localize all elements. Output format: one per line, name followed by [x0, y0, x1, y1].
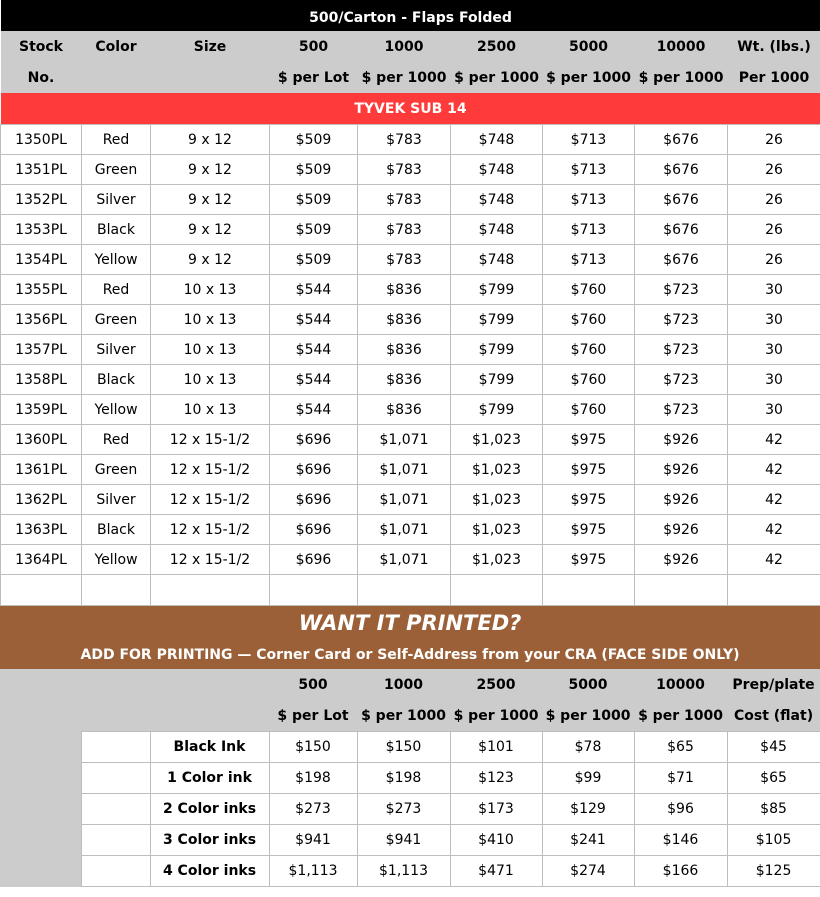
column-header-price-1000: 1000 [358, 31, 451, 62]
printing-cell-prep-plate: $65 [727, 763, 820, 794]
column-header-price-500: $ per Lot [270, 62, 358, 93]
cell-price-5000: $975 [543, 545, 635, 575]
cell-stock-no: 1364PL [1, 545, 82, 575]
cell-color: Yellow [82, 245, 151, 275]
column-header-color [82, 62, 151, 93]
printing-header-price-500: 500 [269, 669, 357, 700]
table-row [1, 185, 820, 215]
cell-stock-no: 1350PL [1, 125, 82, 155]
printing-header-prep-plate: Prep/plate [727, 669, 820, 700]
gray-margin [0, 856, 81, 887]
ink-option-label: 1 Color ink [150, 763, 269, 794]
header-spacer [150, 669, 269, 700]
printing-cell-price-5000: $241 [542, 825, 634, 856]
section-row [1, 93, 820, 125]
blank-cell [543, 575, 635, 606]
printing-cell-price-500: $941 [269, 825, 357, 856]
table-row [1, 365, 820, 395]
gray-margin [0, 825, 81, 856]
printing-header-price-5000: $ per 1000 [542, 700, 634, 732]
column-header-weight: Wt. (lbs.) [728, 31, 820, 62]
table-row [1, 545, 820, 575]
cell-price-5000: $975 [543, 515, 635, 545]
cell-price-2500: $1,023 [451, 425, 543, 455]
cell-price-5000: $760 [543, 305, 635, 335]
cell-color: Green [82, 305, 151, 335]
cell-stock-no: 1360PL [1, 425, 82, 455]
blank-cell [82, 575, 151, 606]
cell-price-10000: $926 [635, 515, 728, 545]
column-header-price-5000: $ per 1000 [543, 62, 635, 93]
cell-price-5000: $760 [543, 275, 635, 305]
printing-cell-price-500: $1,113 [269, 856, 357, 887]
ink-option-label: 3 Color inks [150, 825, 269, 856]
cell-stock-no: 1354PL [1, 245, 82, 275]
cell-price-1000: $836 [358, 335, 451, 365]
cell-price-2500: $748 [451, 215, 543, 245]
cell-color: Red [82, 425, 151, 455]
table-row [1, 335, 820, 365]
cell-price-5000: $713 [543, 155, 635, 185]
table-row [1, 455, 820, 485]
cell-price-10000: $926 [635, 455, 728, 485]
printing-cell-prep-plate: $125 [727, 856, 820, 887]
cell-price-5000: $975 [543, 455, 635, 485]
promo-headline-row [0, 606, 820, 640]
column-header-price-10000: 10000 [635, 31, 728, 62]
printing-cell-price-2500: $173 [450, 794, 542, 825]
cell-price-5000: $713 [543, 185, 635, 215]
cell-size: 12 x 15-1/2 [151, 485, 270, 515]
cell-price-1000: $836 [358, 275, 451, 305]
printing-cell-price-10000: $146 [634, 825, 727, 856]
printing-row [0, 732, 820, 763]
printing-row [0, 794, 820, 825]
cell-price-500: $544 [270, 275, 358, 305]
table-row [1, 275, 820, 305]
cell-size: 12 x 15-1/2 [151, 545, 270, 575]
cell-price-2500: $799 [451, 365, 543, 395]
cell-price-10000: $926 [635, 545, 728, 575]
cell-price-500: $509 [270, 155, 358, 185]
blank-cell [635, 575, 728, 606]
cell-price-5000: $713 [543, 245, 635, 275]
header-row-1 [1, 31, 820, 62]
cell-price-2500: $748 [451, 155, 543, 185]
column-header-price-500: 500 [270, 31, 358, 62]
cell-weight: 30 [728, 335, 820, 365]
promo-subline-row [0, 640, 820, 669]
cell-price-500: $509 [270, 125, 358, 155]
column-header-price-5000: 5000 [543, 31, 635, 62]
printing-header-prep-plate: Cost (flat) [727, 700, 820, 732]
cell-size: 10 x 13 [151, 335, 270, 365]
cell-size: 9 x 12 [151, 215, 270, 245]
cell-price-10000: $926 [635, 485, 728, 515]
printing-header-row-1 [0, 669, 820, 700]
column-header-price-1000: $ per 1000 [358, 62, 451, 93]
printing-header-price-10000: $ per 1000 [634, 700, 727, 732]
cell-price-1000: $836 [358, 365, 451, 395]
cell-price-2500: $748 [451, 245, 543, 275]
cell-weight: 26 [728, 245, 820, 275]
cell-price-500: $544 [270, 305, 358, 335]
empty-cell [81, 825, 150, 856]
cell-price-1000: $1,071 [358, 515, 451, 545]
table-row [1, 245, 820, 275]
cell-price-500: $696 [270, 425, 358, 455]
table-row [1, 125, 820, 155]
cell-size: 12 x 15-1/2 [151, 515, 270, 545]
cell-color: Silver [82, 335, 151, 365]
header-spacer [81, 669, 150, 700]
cell-price-500: $696 [270, 455, 358, 485]
cell-price-10000: $676 [635, 185, 728, 215]
header-spacer [0, 700, 81, 732]
cell-weight: 30 [728, 275, 820, 305]
cell-price-2500: $1,023 [451, 455, 543, 485]
blank-cell [1, 575, 82, 606]
cell-size: 12 x 15-1/2 [151, 455, 270, 485]
cell-color: Red [82, 275, 151, 305]
column-header-size: Size [151, 31, 270, 62]
header-spacer [0, 669, 81, 700]
cell-weight: 42 [728, 515, 820, 545]
cell-price-1000: $783 [358, 125, 451, 155]
cell-price-10000: $723 [635, 305, 728, 335]
printing-cell-price-1000: $150 [357, 732, 450, 763]
printing-row [0, 763, 820, 794]
cell-size: 9 x 12 [151, 185, 270, 215]
promo-subline: ADD FOR PRINTING — Corner Card or Self-Address from your CRA (FACE SIDE ONLY) [0, 640, 820, 669]
cell-price-500: $544 [270, 335, 358, 365]
printing-cell-price-500: $150 [269, 732, 357, 763]
cell-stock-no: 1355PL [1, 275, 82, 305]
printing-cell-price-5000: $274 [542, 856, 634, 887]
column-header-stock-no: Stock [1, 31, 82, 62]
cell-price-1000: $836 [358, 395, 451, 425]
cell-price-5000: $760 [543, 335, 635, 365]
cell-color: Black [82, 215, 151, 245]
cell-color: Green [82, 155, 151, 185]
cell-price-500: $696 [270, 485, 358, 515]
cell-size: 9 x 12 [151, 155, 270, 185]
printing-table [0, 606, 820, 887]
cell-price-500: $509 [270, 245, 358, 275]
cell-price-500: $696 [270, 545, 358, 575]
cell-price-2500: $1,023 [451, 515, 543, 545]
cell-color: Silver [82, 185, 151, 215]
empty-cell [81, 856, 150, 887]
cell-stock-no: 1359PL [1, 395, 82, 425]
printing-cell-price-500: $273 [269, 794, 357, 825]
cell-size: 9 x 12 [151, 245, 270, 275]
cell-weight: 26 [728, 155, 820, 185]
printing-cell-price-5000: $78 [542, 732, 634, 763]
cell-weight: 26 [728, 185, 820, 215]
cell-price-500: $544 [270, 395, 358, 425]
cell-price-1000: $1,071 [358, 425, 451, 455]
table-row [1, 155, 820, 185]
cell-price-2500: $748 [451, 125, 543, 155]
cell-weight: 26 [728, 125, 820, 155]
printing-cell-price-1000: $273 [357, 794, 450, 825]
cell-price-10000: $676 [635, 245, 728, 275]
empty-cell [81, 763, 150, 794]
printing-cell-price-2500: $101 [450, 732, 542, 763]
cell-size: 12 x 15-1/2 [151, 425, 270, 455]
cell-stock-no: 1352PL [1, 185, 82, 215]
section-title: TYVEK SUB 14 [1, 93, 820, 125]
printing-cell-price-5000: $129 [542, 794, 634, 825]
blank-cell [270, 575, 358, 606]
printing-cell-price-10000: $96 [634, 794, 727, 825]
cell-color: Silver [82, 485, 151, 515]
column-header-price-2500: $ per 1000 [451, 62, 543, 93]
cell-color: Yellow [82, 395, 151, 425]
cell-price-1000: $836 [358, 305, 451, 335]
empty-cell [81, 794, 150, 825]
printing-header-price-500: $ per Lot [269, 700, 357, 732]
cell-price-5000: $760 [543, 365, 635, 395]
cell-stock-no: 1363PL [1, 515, 82, 545]
cell-price-500: $544 [270, 365, 358, 395]
column-header-stock-no: No. [1, 62, 82, 93]
header-spacer [150, 700, 269, 732]
cell-weight: 42 [728, 485, 820, 515]
cell-weight: 42 [728, 455, 820, 485]
printing-cell-price-1000: $941 [357, 825, 450, 856]
ink-option-label: 4 Color inks [150, 856, 269, 887]
cell-price-1000: $783 [358, 185, 451, 215]
cell-stock-no: 1357PL [1, 335, 82, 365]
cell-price-5000: $975 [543, 485, 635, 515]
cell-stock-no: 1351PL [1, 155, 82, 185]
gray-margin [0, 732, 81, 763]
cell-price-10000: $926 [635, 425, 728, 455]
printing-cell-price-2500: $410 [450, 825, 542, 856]
cell-price-10000: $723 [635, 395, 728, 425]
cell-stock-no: 1361PL [1, 455, 82, 485]
table-row [1, 485, 820, 515]
cell-price-1000: $1,071 [358, 485, 451, 515]
cell-price-1000: $1,071 [358, 545, 451, 575]
column-header-size [151, 62, 270, 93]
cell-color: Red [82, 125, 151, 155]
table-row [1, 515, 820, 545]
printing-header-price-2500: 2500 [450, 669, 542, 700]
printing-cell-prep-plate: $45 [727, 732, 820, 763]
blank-cell [728, 575, 820, 606]
cell-price-1000: $783 [358, 245, 451, 275]
gray-margin [0, 794, 81, 825]
cell-price-10000: $676 [635, 155, 728, 185]
promo-headline: WANT IT PRINTED? [0, 606, 820, 640]
cell-weight: 30 [728, 395, 820, 425]
table-row [1, 425, 820, 455]
column-header-color: Color [82, 31, 151, 62]
cell-color: Black [82, 515, 151, 545]
cell-weight: 42 [728, 545, 820, 575]
printing-cell-prep-plate: $85 [727, 794, 820, 825]
cell-price-10000: $723 [635, 335, 728, 365]
cell-size: 10 x 13 [151, 365, 270, 395]
printing-header-price-1000: 1000 [357, 669, 450, 700]
cell-price-5000: $713 [543, 215, 635, 245]
printing-row [0, 825, 820, 856]
cell-size: 10 x 13 [151, 395, 270, 425]
table-title: 500/Carton - Flaps Folded [1, 0, 820, 31]
cell-size: 10 x 13 [151, 305, 270, 335]
cell-weight: 26 [728, 215, 820, 245]
cell-price-10000: $723 [635, 275, 728, 305]
cell-price-2500: $799 [451, 335, 543, 365]
cell-price-1000: $783 [358, 155, 451, 185]
cell-stock-no: 1362PL [1, 485, 82, 515]
blank-cell [451, 575, 543, 606]
cell-price-5000: $975 [543, 425, 635, 455]
cell-weight: 30 [728, 305, 820, 335]
cell-price-500: $509 [270, 215, 358, 245]
cell-color: Black [82, 365, 151, 395]
cell-weight: 30 [728, 365, 820, 395]
cell-size: 10 x 13 [151, 275, 270, 305]
printing-header-row-2 [0, 700, 820, 732]
cell-price-5000: $760 [543, 395, 635, 425]
printing-cell-price-5000: $99 [542, 763, 634, 794]
printing-cell-price-1000: $198 [357, 763, 450, 794]
printing-cell-price-10000: $166 [634, 856, 727, 887]
cell-price-10000: $723 [635, 365, 728, 395]
cell-size: 9 x 12 [151, 125, 270, 155]
header-spacer [81, 700, 150, 732]
cell-weight: 42 [728, 425, 820, 455]
printing-cell-price-500: $198 [269, 763, 357, 794]
empty-cell [81, 732, 150, 763]
column-header-price-2500: 2500 [451, 31, 543, 62]
blank-cell [358, 575, 451, 606]
printing-cell-price-2500: $123 [450, 763, 542, 794]
gray-margin [0, 763, 81, 794]
cell-price-500: $696 [270, 515, 358, 545]
table-row [1, 305, 820, 335]
cell-stock-no: 1358PL [1, 365, 82, 395]
cell-price-500: $509 [270, 185, 358, 215]
blank-row [1, 575, 820, 606]
cell-price-2500: $799 [451, 395, 543, 425]
blank-cell [151, 575, 270, 606]
cell-stock-no: 1356PL [1, 305, 82, 335]
printing-header-price-2500: $ per 1000 [450, 700, 542, 732]
cell-color: Yellow [82, 545, 151, 575]
printing-cell-prep-plate: $105 [727, 825, 820, 856]
ink-option-label: 2 Color inks [150, 794, 269, 825]
cell-price-2500: $799 [451, 275, 543, 305]
table-row [1, 215, 820, 245]
printing-header-price-1000: $ per 1000 [357, 700, 450, 732]
printing-cell-price-2500: $471 [450, 856, 542, 887]
header-row-2 [1, 62, 820, 93]
cell-price-2500: $748 [451, 185, 543, 215]
cell-price-2500: $799 [451, 305, 543, 335]
cell-price-1000: $1,071 [358, 455, 451, 485]
ink-option-label: Black Ink [150, 732, 269, 763]
printing-cell-price-1000: $1,113 [357, 856, 450, 887]
cell-price-5000: $713 [543, 125, 635, 155]
printing-cell-price-10000: $65 [634, 732, 727, 763]
printing-row [0, 856, 820, 887]
cell-stock-no: 1353PL [1, 215, 82, 245]
printing-header-price-10000: 10000 [634, 669, 727, 700]
column-header-price-10000: $ per 1000 [635, 62, 728, 93]
cell-price-2500: $1,023 [451, 545, 543, 575]
printing-cell-price-10000: $71 [634, 763, 727, 794]
cell-price-10000: $676 [635, 215, 728, 245]
cell-price-1000: $783 [358, 215, 451, 245]
cell-price-10000: $676 [635, 125, 728, 155]
cell-color: Green [82, 455, 151, 485]
printing-header-price-5000: 5000 [542, 669, 634, 700]
cell-price-2500: $1,023 [451, 485, 543, 515]
title-row [1, 0, 820, 31]
column-header-weight: Per 1000 [728, 62, 820, 93]
table-row [1, 395, 820, 425]
